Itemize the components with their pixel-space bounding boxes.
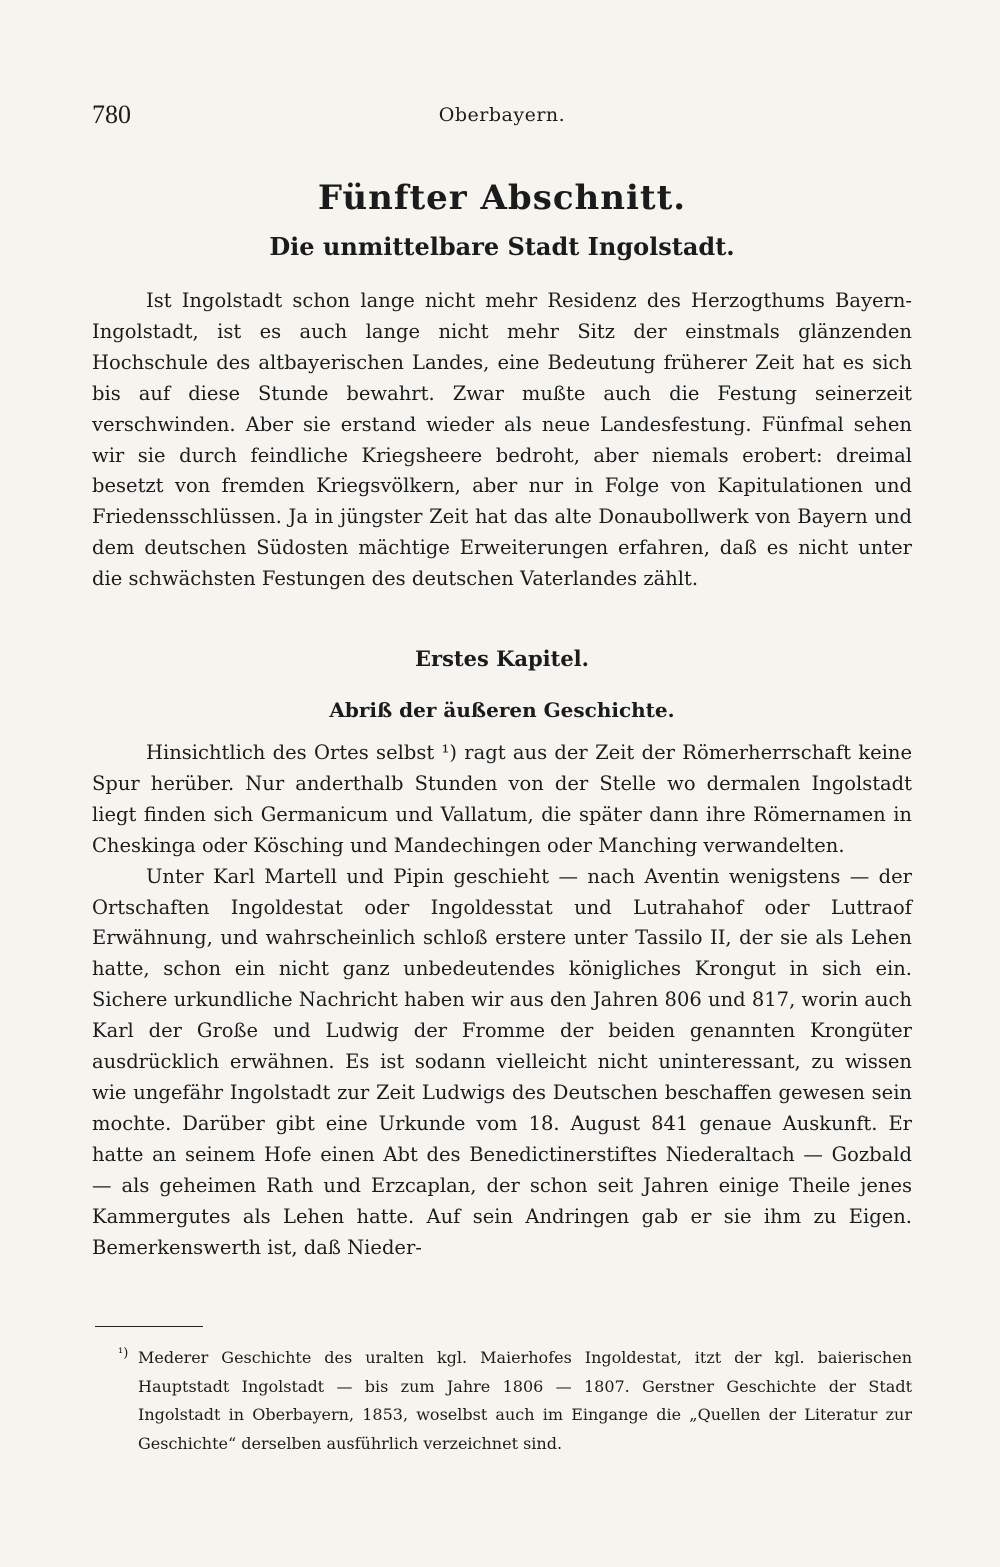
- running-head: Oberbayern.: [438, 104, 566, 126]
- footnote: [118, 1344, 912, 1458]
- chapter-subtitle: Abriß der äußeren Geschichte.: [329, 698, 675, 722]
- footnote-marker: ¹): [118, 1346, 129, 1361]
- history-paragraph: Unter Karl Martell und Pipin geschieht — nach Aventin wenigstens — der Ortschaften Ingoldestat oder Ingoldesstat und Lutrahahof oder Luttraof Erwähnung, und wahrscheinlich schloß erstere unter Tassilo II, der sie als Lehen hatte, schon ein nicht ganz unbedeutendes königliches Krongut in sich ein. Sichere urkundliche Nachricht haben wir aus den Jahren 806 und 817, worin auch Karl der Große und Ludwig der Fromme der beiden genannten Krongüter ausdrücklich erwähnen. Es ist sodann vielleicht nicht uninteressant, zu wissen wie ungefähr Ingolstadt zur Zeit Ludwigs des Deutschen beschaffen gewesen sein mochte. Darüber gibt eine Urkunde vom 18. August 841 genaue Auskunft. Er hatte an seinem Hofe einen Abt des Benedictinerstiftes Niederaltach — Gozbald — als geheimen Rath und Erzcaplan, der schon seit Jahren einige Theile jenes Kammergutes als Lehen hatte. Auf sein Andringen gab er sie ihm zu Eigen. Bemerkenswerth ist, daß Nieder-: [92, 864, 912, 1259]
- intro-text-block: [92, 286, 912, 595]
- page-number: 780: [92, 100, 131, 129]
- page-header: [92, 100, 912, 140]
- intro-paragraph: Ist Ingolstadt schon lange nicht mehr Residenz des Herzogthums Bayern-Ingolstadt, ist es auch lange nicht mehr Sitz der einstmals glänzenden Hochschule des altbayerischen Landes, eine Bedeutung früherer Zeit hat es sich bis auf diese Stunde bewahrt. Zwar mußte auch die Festung seinerzeit verschwinden. Aber sie erstand wieder als neue Landesfestung. Fünfmal sehen wir sie durch feindliche Kriegsheere bedroht, aber niemals erobert: dreimal besetzt von fremden Kriegsvölkern, aber nur in Folge von Kapitulationen und Friedensschlüssen. Ja in jüngster Zeit hat das alte Donaubollwerk von Bayern und dem deutschen Südosten mächtige Erweiterungen erfahren, daß es nicht unter die schwächsten Festungen des deutschen Vaterlandes zählt.: [92, 289, 912, 591]
- footnote-divider: [95, 1326, 203, 1327]
- section-title: Fünfter Abschnitt.: [317, 178, 687, 218]
- history-paragraph: Hinsichtlich des Ortes selbst ¹) ragt aus der Zeit der Römerherrschaft keine Spur herüber. Nur anderthalb Stunden von der Stelle wo dermalen Ingolstadt liegt finden sich Germanicum und Vallatum, die später dann ihre Römernamen in Cheskinga oder Kösching und Mandechingen oder Manching verwandelten.: [92, 741, 912, 857]
- history-text-block: [92, 738, 912, 1263]
- section-subtitle: Die unmittelbare Stadt Ingolstadt.: [269, 232, 735, 261]
- footnote-text: Mederer Geschichte des uralten kgl. Maierhofes Ingoldestat, itzt der kgl. baierischen Hauptstadt Ingolstadt — bis zum Jahre 1806 — 1807. Gerstner Geschichte der Stadt Ingolstadt in Oberbayern, 1853, woselbst auch im Eingange die „Quellen der Literatur zur Geschichte“ derselben ausführlich verzeichnet sind.: [138, 1348, 912, 1453]
- chapter-title: Erstes Kapitel.: [415, 646, 589, 671]
